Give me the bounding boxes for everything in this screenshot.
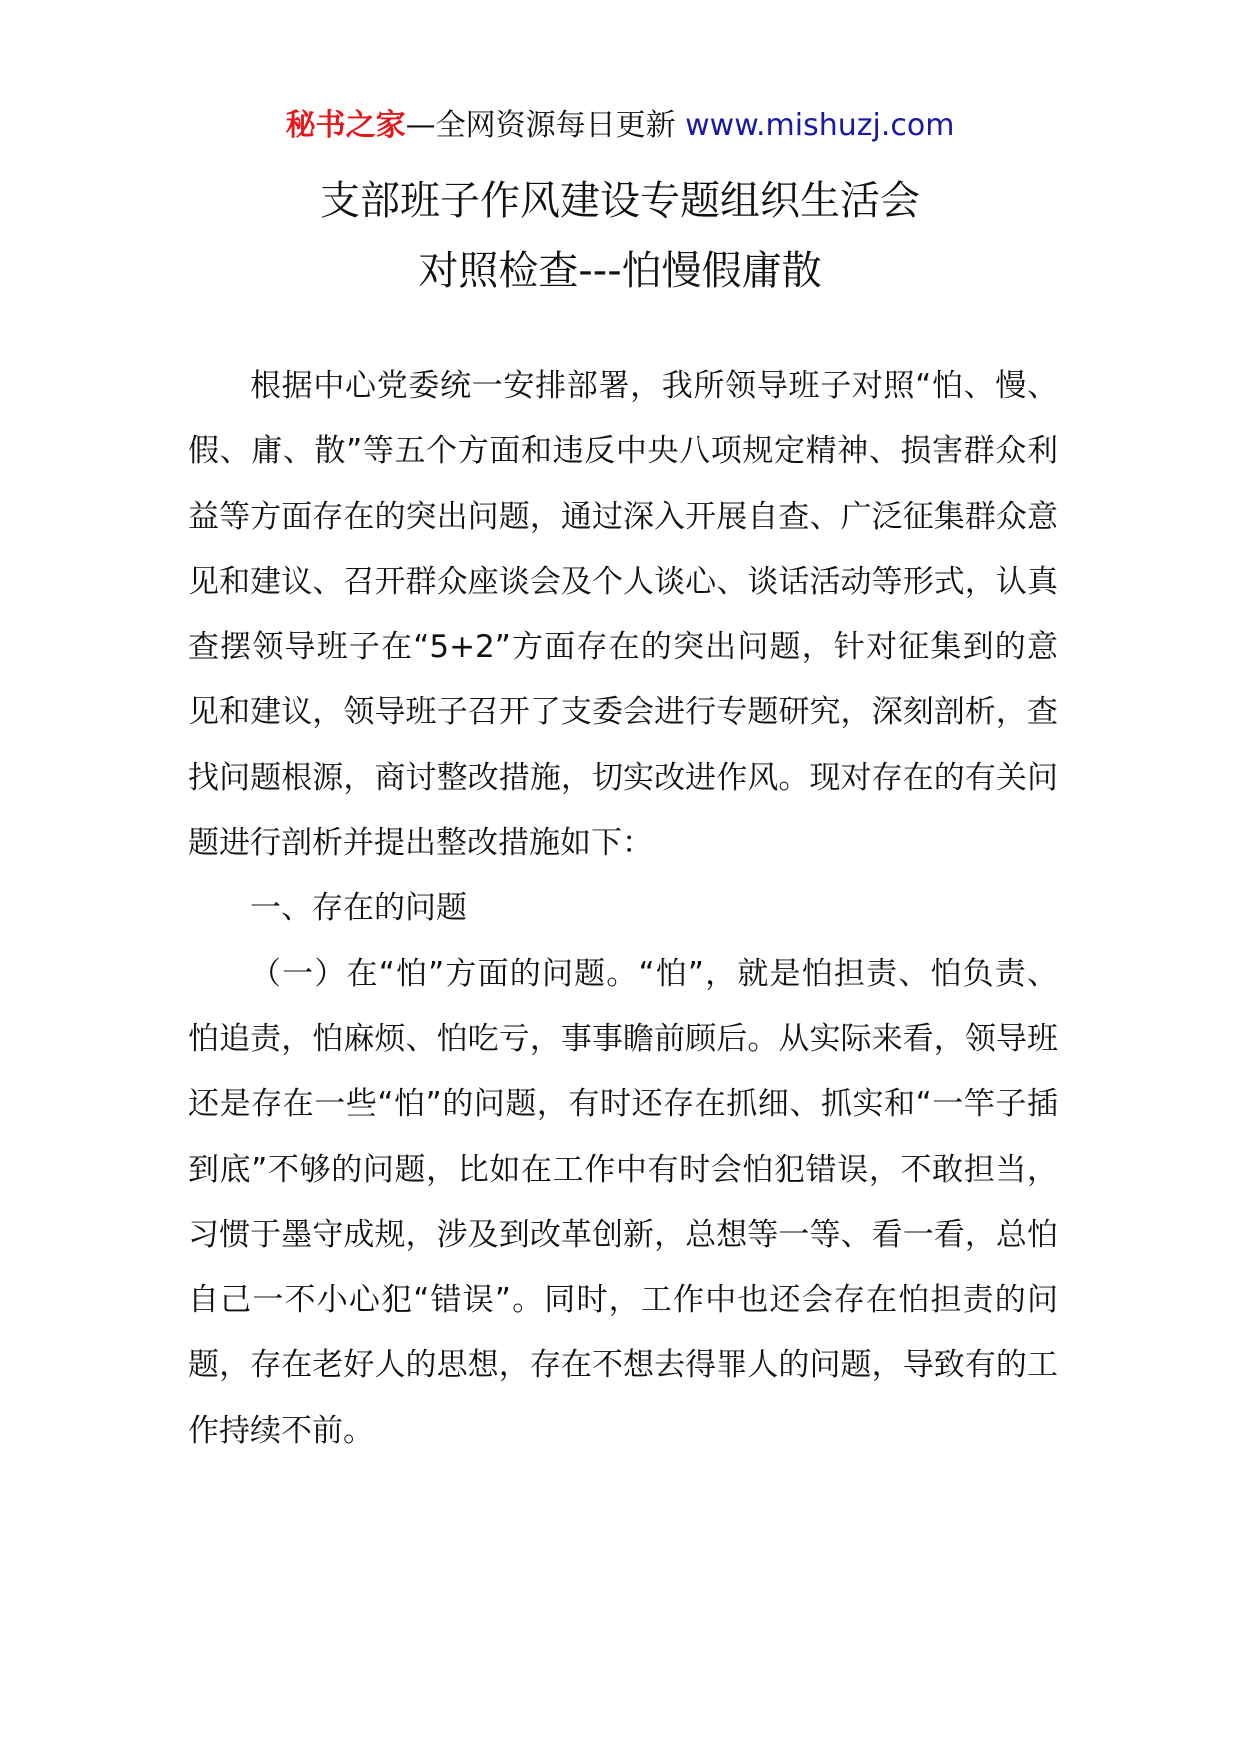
intro-paragraph: 根据中心党委统一安排部署，我所领导班子对照“怕、慢、假、庸、散”等五个方面和违反中央八项规定精神、损害群众利益等方面存在的突出问题，通过深入开展自查、广泛征集群众意见和建议、召开群众座谈会及个人谈心、谈话活动等形式，认真查摆领导班子在“5+2”方面存在的突出问题，针对征集到的意见和建议，领导班子召开了支委会进行专题研究，深刻剖析，查找问题根源，商讨整改措施，切实改进作风。现对存在的有关问题进行剖析并提出整改措施如下：: [188, 368, 1058, 862]
site-tagline: —全网资源每日更新: [405, 108, 676, 143]
document-title: [0, 166, 1240, 306]
site-brand: 秘书之家: [285, 108, 406, 143]
title-line-2: 对照检查---怕慢假庸散: [418, 248, 822, 294]
section-heading-problems: 一、存在的问题: [250, 890, 467, 927]
site-header: [0, 104, 1240, 148]
site-url-link[interactable]: www.mishuzj.com: [685, 108, 955, 143]
title-line-1: 支部班子作风建设专题组织生活会: [320, 178, 920, 224]
document-body: [188, 354, 1058, 1464]
problem-item-1-paragraph: （一）在“怕”方面的问题。“怕”，就是怕担责、怕负责、怕追责，怕麻烦、怕吃亏，事事瞻前顾后。从实际来看，领导班还是存在一些“怕”的问题，有时还存在抓细、抓实和“一竿子插到底”不够的问题，比如在工作中有时会怕犯错误，不敢担当，习惯于墨守成规，涉及到改革创新，总想等一等、看一看，总怕自己一不小心犯“错误”。同时，工作中也还会存在怕担责的问题，存在老好人的思想，存在不想去得罪人的问题，导致有的工作持续不前。: [188, 955, 1058, 1449]
